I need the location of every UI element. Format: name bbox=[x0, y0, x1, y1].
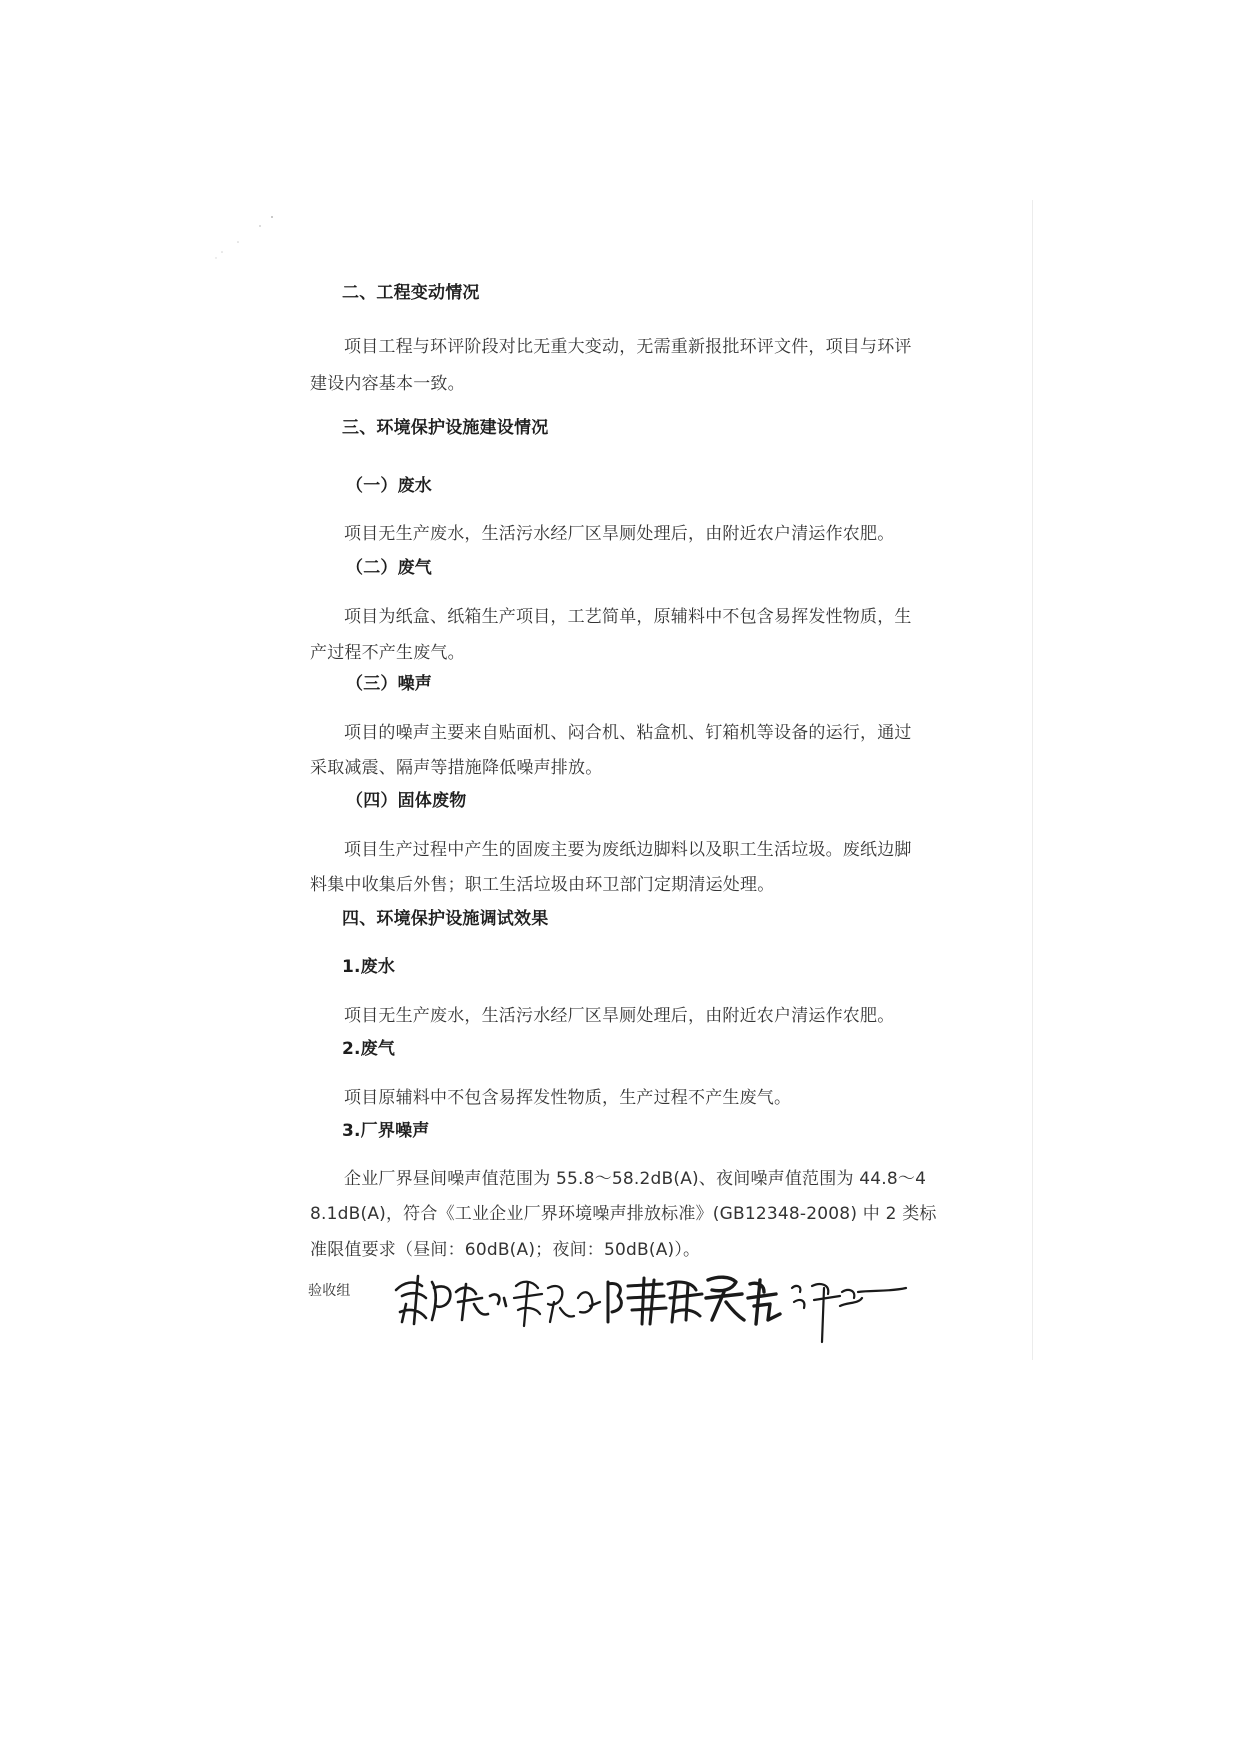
subsection-4-2-title: 2.废气 bbox=[342, 1039, 396, 1059]
subsection-3-3-paragraph-line-1: 项目的噪声主要来自贴面机、闷合机、粘盒机、钉箱机等设备的运行，通过 bbox=[344, 723, 912, 743]
signature-3 bbox=[608, 1278, 702, 1324]
subsection-4-3-paragraph-line-2: 8.1dB(A)，符合《工业企业厂界环境噪声排放标准》(GB12348-2008) 中 2 类标 bbox=[310, 1204, 937, 1224]
subsection-3-1-title: （一）废水 bbox=[346, 476, 432, 496]
subsection-3-1-paragraph: 项目无生产废水，生活污水经厂区旱厕处理后，由附近农户清运作农肥。 bbox=[344, 524, 895, 544]
section-2-title: 二、工程变动情况 bbox=[342, 283, 480, 303]
subsection-3-3-paragraph-line-2: 采取减震、隔声等措施降低噪声排放。 bbox=[310, 758, 603, 778]
subsection-3-2-paragraph-line-1: 项目为纸盒、纸箱生产项目，工艺简单，原辅料中不包含易挥发性物质，生 bbox=[344, 607, 912, 627]
subsection-4-1-paragraph: 项目无生产废水，生活污水经厂区旱厕处理后，由附近农户清运作农肥。 bbox=[344, 1006, 895, 1026]
subsection-3-4-paragraph-line-1: 项目生产过程中产生的固废主要为废纸边脚料以及职工生活垃圾。废纸边脚 bbox=[344, 840, 912, 860]
signature-2 bbox=[514, 1282, 600, 1326]
section-3-title: 三、环境保护设施建设情况 bbox=[342, 418, 549, 438]
subsection-3-2-paragraph-line-2: 产过程不产生废气。 bbox=[310, 643, 465, 663]
signature-4 bbox=[706, 1277, 780, 1324]
subsection-3-4-title: （四）固体废物 bbox=[346, 791, 467, 811]
subsection-4-2-paragraph: 项目原辅料中不包含易挥发性物质，生产过程不产生废气。 bbox=[344, 1088, 792, 1108]
subsection-4-3-paragraph-line-1: 企业厂界昼间噪声值范围为 55.8～58.2dB(A)、夜间噪声值范围为 44.8～4 bbox=[344, 1169, 927, 1189]
handwritten-signatures bbox=[392, 1262, 912, 1352]
signature-1 bbox=[396, 1276, 506, 1324]
subsection-3-3-title: （三）噪声 bbox=[346, 674, 432, 694]
subsection-4-3-title: 3.厂界噪声 bbox=[342, 1121, 430, 1141]
subsection-3-2-title: （二）废气 bbox=[346, 558, 432, 578]
scan-edge-shadow bbox=[1032, 200, 1033, 1360]
scan-specks bbox=[212, 212, 282, 262]
section-2-paragraph-line-1: 项目工程与环评阶段对比无重大变动，无需重新报批环评文件，项目与环评 bbox=[344, 337, 912, 357]
signature-5 bbox=[792, 1284, 906, 1342]
section-2-paragraph-line-2: 建设内容基本一致。 bbox=[310, 374, 465, 394]
subsection-3-4-paragraph-line-2: 料集中收集后外售；职工生活垃圾由环卫部门定期清运处理。 bbox=[310, 875, 775, 895]
subsection-4-1-title: 1.废水 bbox=[342, 957, 396, 977]
subsection-4-3-paragraph-line-3: 准限值要求（昼间：60dB(A)；夜间：50dB(A)）。 bbox=[310, 1240, 701, 1260]
signature-label: 验收组 bbox=[308, 1283, 351, 1299]
section-4-title: 四、环境保护设施调试效果 bbox=[342, 909, 549, 929]
